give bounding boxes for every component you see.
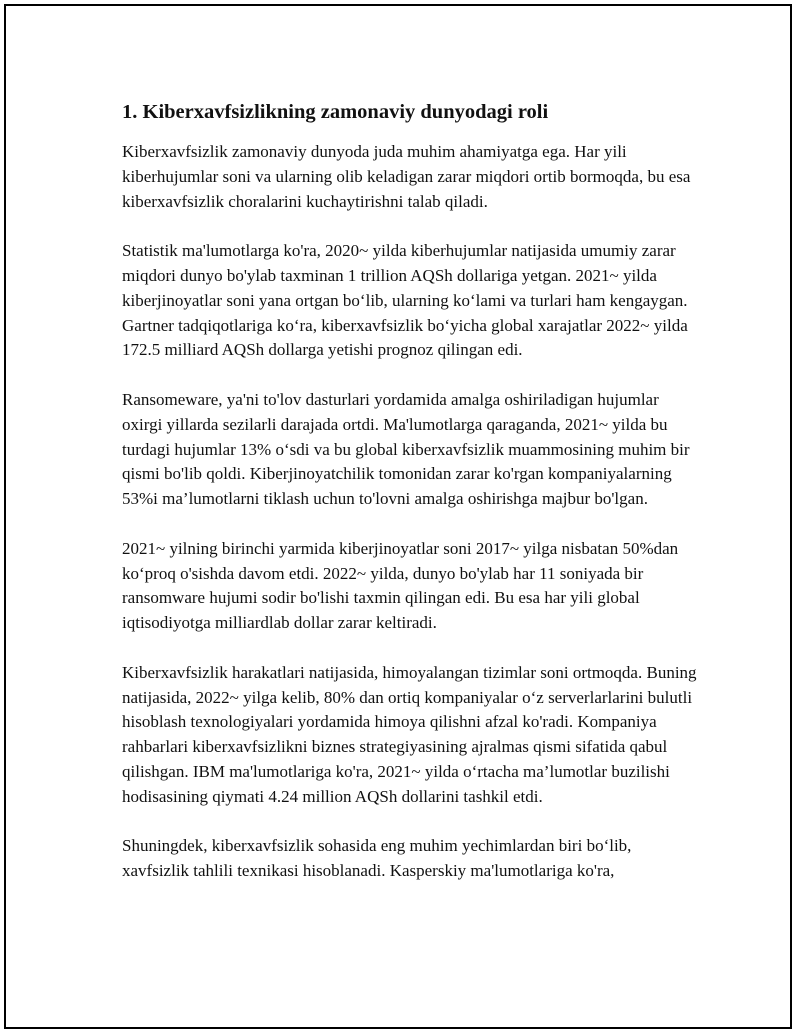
paragraph-3: Ransomeware, ya'ni to'lov dasturlari yordamida amalga oshiriladigan hujumlar oxirgi yillarda sezilarli darajada ortdi. Ma'lumotlarga qaraganda, 2021~ yilda bu turdagi hujumlar 13% o‘sdi va bu global kiberxavfsizlik muammosining muhim bir qismi bo'lib qoldi. Kiberjinoyatchilik tomonidan zarar ko'rgan kompaniyalarning 53%i ma’lumotlarni tiklash uchun to'lovni amalga oshirishga majbur bo'lgan. [122, 389, 690, 509]
paragraph-5: Kiberxavfsizlik harakatlari natijasida, himoyalangan tizimlar soni ortmoqda. Buning natijasida, 2022~ yilga kelib, 80% dan ortiq kompaniyalar o‘z serverlarlarini bulutli hisoblash texnologiyalari yordamida himoya qilishni afzal ko'radi. Kompaniya rahbarlari kiberxavfsizlikni biznes strategiyasining ajralmas qismi sifatida qabul qilishgan. IBM ma'lumotlariga ko'ra, 2021~ yilda o‘rtacha ma’lumotlar buzilishi hodisasining qiymati 4.24 million AQSh dollarini tashkil etdi. [122, 662, 697, 806]
paragraph-6: Shuningdek, kiberxavfsizlik sohasida eng muhim yechimlardan biri bo‘lib, xavfsizlik tahlili texnikasi hisoblanadi. Kasperskiy ma'lumotlariga ko'ra, [122, 836, 632, 881]
section-heading: 1. Kiberxavfsizlikning zamonaviy dunyodagi roli [122, 101, 549, 123]
document-body [122, 98, 700, 909]
paragraph-2: Statistik ma'lumotlarga ko'ra, 2020~ yilda kiberhujumlar natijasida umumiy zarar miqdori dunyo bo'ylab taxminan 1 trillion AQSh dollariga yetgan. 2021~ yilda kiberjinoyatlar soni yana ortgan bo‘lib, ularning ko‘lami va turlari ham kengaygan. Gartner tadqiqotlariga ko‘ra, kiberxavfsizlik bo‘yicha global xarajatlar 2022~ yilda 172.5 milliard AQSh dollarga yetishi prognoz qilingan edi. [122, 241, 688, 360]
paragraph-4: 2021~ yilning birinchi yarmida kiberjinoyatlar soni 2017~ yilga nisbatan 50%dan ko‘proq o'sishda davom etdi. 2022~ yilda, dunyo bo'ylab har 11 soniyada bir ransomware hujumi sodir bo'lishi taxmin qilingan edi. Bu esa har yili global iqtisodiyotga milliardlab dollar zarar keltiradi. [122, 538, 679, 633]
paragraph-1: Kiberxavfsizlik zamonaviy dunyoda juda muhim ahamiyatga ega. Har yili kiberhujumlar soni va ularning olib keladigan zarar miqdori ortib bormoqda, bu esa kiberxavfsizlik choralarini kuchaytirishni talab qiladi. [122, 142, 691, 211]
document-page [4, 4, 792, 1029]
